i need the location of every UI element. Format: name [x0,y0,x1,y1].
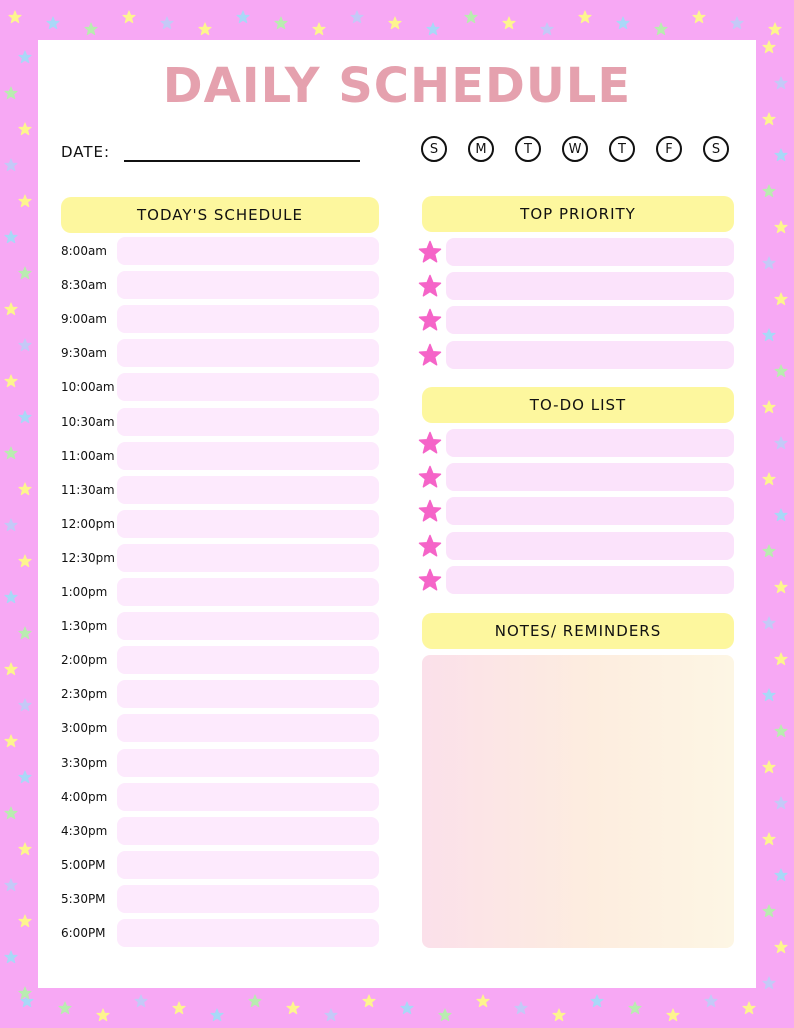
star-icon [4,662,18,676]
star-icon [18,914,32,928]
star-icon [134,994,148,1008]
schedule-slot[interactable] [117,408,379,436]
star-icon [774,580,788,594]
star-icon [616,16,630,30]
schedule-row [61,612,379,640]
star-icon [18,842,32,856]
star-icon [418,568,442,592]
star-icon [774,508,788,522]
star-icon [4,518,18,532]
page-title: DAILY SCHEDULE [162,58,632,114]
star-icon [4,374,18,388]
time-label: 9:30am [61,346,107,361]
schedule-row [61,271,379,299]
schedule-slot[interactable] [117,510,379,538]
todo-item [418,429,734,457]
star-icon [286,1001,300,1015]
star-icon [418,308,442,332]
schedule-slot[interactable] [117,339,379,367]
star-icon [172,1001,186,1015]
star-icon [762,112,776,126]
star-icon [4,230,18,244]
star-icon [18,698,32,712]
schedule-row [61,783,379,811]
star-icon [774,292,788,306]
time-label: 5:30PM [61,891,106,906]
time-label: 8:30am [61,278,107,293]
schedule-row [61,680,379,708]
time-label: 4:30pm [61,823,108,838]
star-icon [762,904,776,918]
day-tuesday[interactable]: T [515,136,541,162]
star-icon [4,734,18,748]
star-icon [418,465,442,489]
star-icon [762,400,776,414]
star-icon [762,328,776,342]
star-icon [742,1001,756,1015]
schedule-row [61,544,379,572]
star-icon [762,688,776,702]
priority-item [418,341,734,369]
star-icon [762,40,776,54]
schedule-row [61,578,379,606]
time-label: 11:30am [61,482,115,497]
star-icon [774,364,788,378]
schedule-slot[interactable] [117,305,379,333]
todo-item-slot[interactable] [446,497,734,525]
schedule-slot[interactable] [117,714,379,742]
schedule-slot[interactable] [117,612,379,640]
time-label: 10:00am [61,380,115,395]
star-icon [418,534,442,558]
star-icon [274,16,288,30]
schedule-slot[interactable] [117,680,379,708]
todo-item-slot[interactable] [446,566,734,594]
star-icon [704,994,718,1008]
schedule-row [61,817,379,845]
date-label: DATE: [61,143,111,161]
schedule-row [61,408,379,436]
priority-item [418,238,734,266]
todo-header: TO-DO LIST [422,387,734,423]
schedule-row [61,476,379,504]
star-icon [578,10,592,24]
time-label: 5:00PM [61,857,106,872]
schedule-row [61,510,379,538]
star-icon [4,950,18,964]
star-icon [762,760,776,774]
star-icon [122,10,136,24]
todo-item [418,463,734,491]
schedule-row [61,373,379,401]
schedule-slot[interactable] [117,817,379,845]
star-icon [774,868,788,882]
star-icon [84,22,98,36]
star-icon [774,724,788,738]
star-icon [666,1008,680,1022]
schedule-slot[interactable] [117,885,379,913]
star-icon [210,1008,224,1022]
star-icon [236,10,250,24]
star-icon [654,22,668,36]
star-icon [762,472,776,486]
priority-item-slot[interactable] [446,341,734,369]
day-sunday[interactable]: S [421,136,447,162]
day-wednesday[interactable]: W [562,136,588,162]
schedule-row [61,851,379,879]
time-label: 1:30pm [61,619,108,634]
priority-item [418,306,734,334]
star-icon [774,652,788,666]
todo-item [418,532,734,560]
schedule-row [61,749,379,777]
star-icon [540,22,554,36]
schedule-slot[interactable] [117,783,379,811]
star-icon [18,50,32,64]
star-icon [18,986,32,1000]
time-label: 2:30pm [61,687,108,702]
star-icon [418,343,442,367]
notes-header: NOTES/ REMINDERS [422,613,734,649]
star-icon [18,338,32,352]
top-priority-header: TOP PRIORITY [422,196,734,232]
star-icon [160,16,174,30]
star-icon [4,302,18,316]
schedule-slot[interactable] [117,646,379,674]
time-label: 10:30am [61,414,115,429]
star-icon [774,148,788,162]
star-icon [418,274,442,298]
time-label: 11:00am [61,448,115,463]
star-icon [774,76,788,90]
star-icon [418,499,442,523]
schedule-slot[interactable] [117,476,379,504]
star-icon [418,240,442,264]
star-icon [774,940,788,954]
star-icon [324,1008,338,1022]
star-icon [4,158,18,172]
schedule-row [61,646,379,674]
star-icon [18,770,32,784]
star-icon [248,994,262,1008]
star-icon [774,436,788,450]
schedule-header: TODAY'S SCHEDULE [61,197,379,233]
star-icon [502,16,516,30]
star-icon [4,590,18,604]
star-icon [768,22,782,36]
star-icon [774,796,788,810]
schedule-slot[interactable] [117,237,379,265]
notes-area[interactable] [422,655,734,948]
time-label: 12:30pm [61,550,115,565]
day-monday[interactable]: M [468,136,494,162]
star-icon [552,1008,566,1022]
schedule-row [61,237,379,265]
star-icon [96,1008,110,1022]
schedule-slot[interactable] [117,851,379,879]
schedule-row [61,714,379,742]
star-icon [18,410,32,424]
star-icon [4,806,18,820]
star-icon [4,446,18,460]
todo-item-slot[interactable] [446,463,734,491]
star-icon [58,1001,72,1015]
star-icon [762,256,776,270]
schedule-slot[interactable] [117,749,379,777]
schedule-row [61,442,379,470]
star-icon [18,266,32,280]
schedule-slot[interactable] [117,544,379,572]
star-icon [438,1008,452,1022]
time-label: 12:00pm [61,516,115,531]
day-thursday[interactable]: T [609,136,635,162]
star-icon [762,832,776,846]
star-icon [762,616,776,630]
day-friday[interactable]: F [656,136,682,162]
star-icon [774,220,788,234]
star-icon [628,1001,642,1015]
star-icon [762,976,776,990]
time-label: 8:00am [61,244,107,258]
star-icon [388,16,402,30]
schedule-slot[interactable] [117,442,379,470]
star-icon [762,184,776,198]
star-icon [464,10,478,24]
schedule-slot[interactable] [117,373,379,401]
star-icon [46,16,60,30]
priority-item-slot[interactable] [446,238,734,266]
date-line[interactable] [124,160,360,162]
schedule-row [61,885,379,913]
star-icon [18,194,32,208]
star-icon [198,22,212,36]
time-label: 2:00pm [61,653,108,668]
time-label: 6:00PM [61,926,106,940]
star-icon [18,554,32,568]
schedule-row [61,919,379,947]
star-icon [4,86,18,100]
star-icon [18,626,32,640]
planner-page [38,40,756,988]
priority-item [418,272,734,300]
time-label: 3:00pm [61,721,108,736]
star-icon [762,544,776,558]
priority-item-slot[interactable] [446,306,734,334]
priority-item-slot[interactable] [446,272,734,300]
star-icon [692,10,706,24]
star-icon [514,1001,528,1015]
star-icon [418,431,442,455]
star-icon [400,1001,414,1015]
todo-item [418,566,734,594]
time-label: 3:30pm [61,755,108,770]
todo-item [418,497,734,525]
star-icon [18,122,32,136]
star-icon [476,994,490,1008]
star-icon [8,10,22,24]
star-icon [590,994,604,1008]
schedule-row [61,305,379,333]
star-icon [362,994,376,1008]
time-label: 4:00pm [61,789,108,804]
schedule-row [61,339,379,367]
weekday-circles [421,136,750,162]
star-icon [4,878,18,892]
schedule-slot[interactable] [117,271,379,299]
todo-item-slot[interactable] [446,429,734,457]
star-icon [730,16,744,30]
schedule-slot[interactable] [117,578,379,606]
time-label: 1:00pm [61,585,108,599]
star-icon [350,10,364,24]
day-saturday[interactable]: S [703,136,729,162]
time-label: 9:00am [61,312,107,327]
star-icon [18,482,32,496]
star-icon [312,22,326,36]
star-icon [426,22,440,36]
schedule-slot[interactable] [117,919,379,947]
todo-item-slot[interactable] [446,532,734,560]
